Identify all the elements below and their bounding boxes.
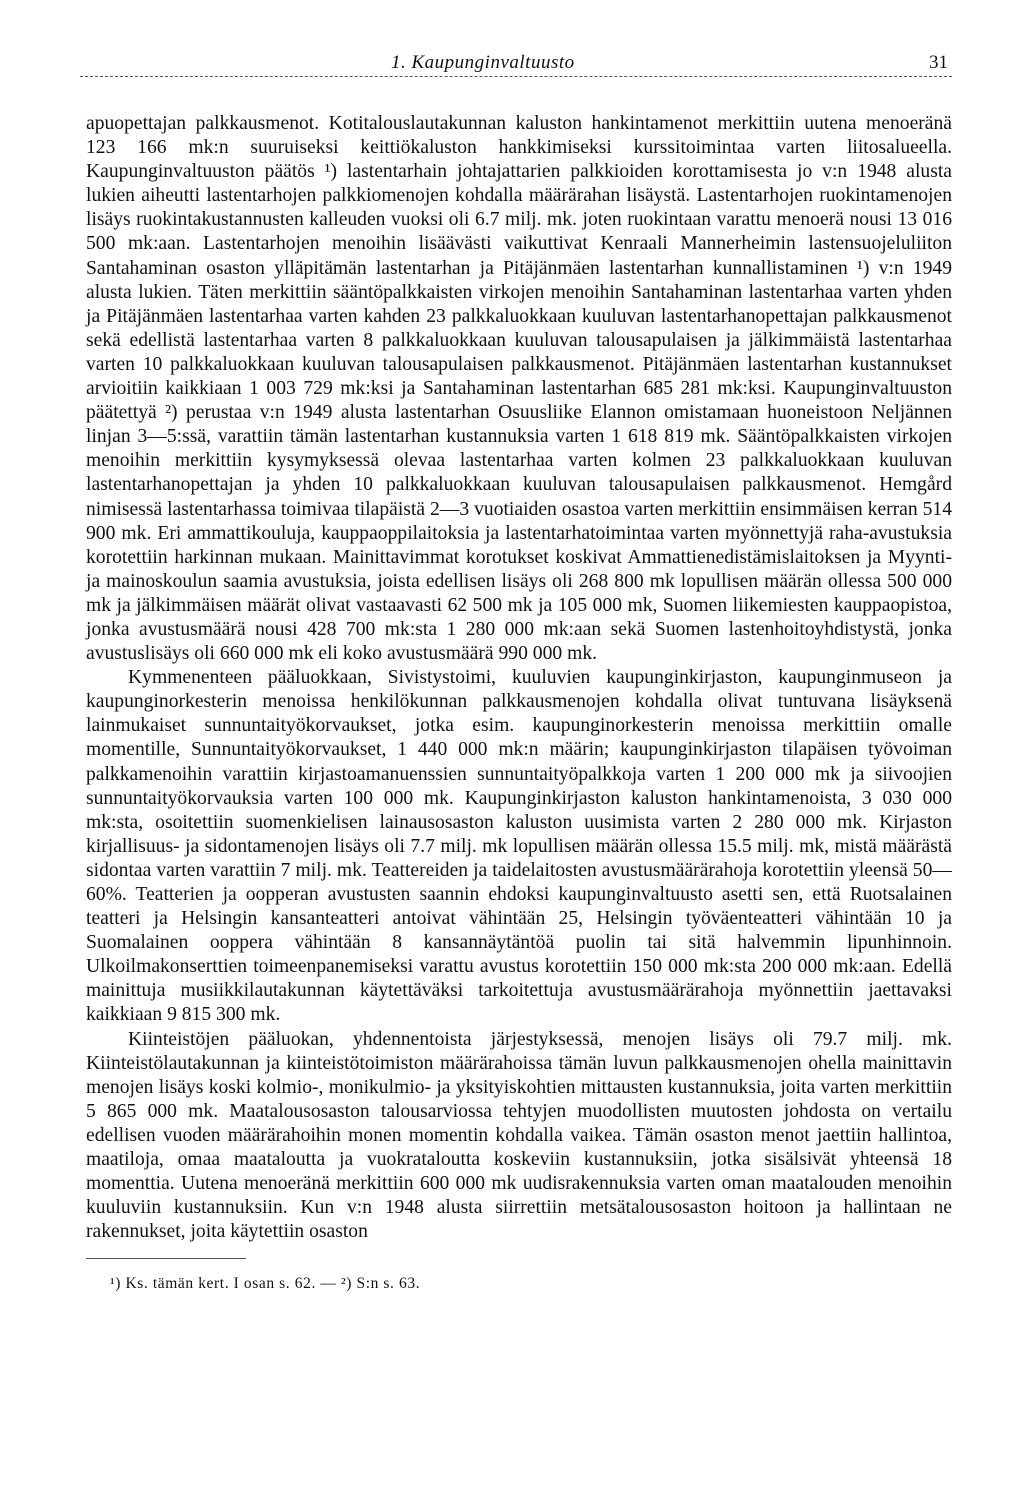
paragraph-2: Kymmenenteen pääluokkaan, Sivistystoimi, kuuluvien kaupunginkirjaston, kaupunginmuseon ja kaupunginorkesterin menoissa henkilökunnan palkkausmenojen kohdalla olivat tuntuvana lisäyksenä lainmukaiset sunnuntaityökorvaukset, jotka esim. kaupunginorkesterin menoissa merkittiin omalle momentille, Sunnuntaityökorvaukset, 1 440 000 mk:n määrin; kaupunginkirjaston tilapäisen työvoiman palkkamenoihin varattiin kirjastoamanuenssien sunnuntaityöpalkkoja varten 1 200 000 mk ja siivoojien sunnuntaityökorvauksia varten 100 000 mk. Kaupunginkirjaston kaluston hankintamenoista, 3 030 000 mk:sta, osoitettiin suomenkielisen lainausosaston kaluston uusimista varten 2 280 000 mk. Kirjaston kirjallisuus- ja sidontamenojen lisäys oli 7.7 milj. mk lopullisen määrän ollessa 15.5 milj. mk, mistä määrästä sidontaa varten varattiin 7 milj. mk. Teattereiden ja taidelaitosten avustusmäärärahoja korotettiin yleensä 50—60%. Teatterien ja oopperan avustusten saannin ehdoksi kaupunginvaltuusto asetti sen, että Ruotsalainen teatteri ja Helsingin kansanteatteri antoivat vähintään 25, Helsingin työväenteatteri vähintään 10 ja Suomalainen ooppera vähintään 8 kansannäytäntöä puolin tai sitä halvemmin lipunhinnoin. Ulkoilmakonserttien toimeenpanemiseksi varattu avustus korotettiin 150 000 mk:sta 200 000 mk:aan. Edellä mainittuja musiikkilautakunnan käytettäväksi tarkoitettuja avustusmäärärahoja myönnettiin jaettavaksi kaikkiaan 9 815 300 mk. (86, 667, 952, 1026)
running-header (86, 46, 952, 80)
body-text (86, 112, 952, 1244)
document-page (86, 46, 952, 1293)
header-rule (80, 76, 952, 77)
paragraph-3: Kiinteistöjen pääluokan, yhdennentoista järjestyksessä, menojen lisäys oli 79.7 milj. mk. Kiinteistölautakunnan ja kiinteistötoimiston määrärahoissa tämän luvun palkkausmenojen ohella mainittavin menojen lisäys koski kolmio-, monikulmio- ja yksityiskohtien mittausten kustannuksia, joita varten merkittiin 5 865 000 mk. Maatalousosaston talousarviossa tehtyjen muodollisten muutosten johdosta on vertailu edellisen vuoden määrärahoihin monen momentin kohdalla vaikea. Tämän osaston menot jaettiin hallintoa, maatiloja, omaa maataloutta ja vuokrataloutta koskeviin kustannuksiin, jotka sisälsivät yhteensä 18 momenttia. Uutena menoeränä merkittiin 600 000 mk uudisrakennuksia varten oman maatalouden menoihin kuuluviin kustannuksiin. Kun v:n 1948 alusta siirrettiin metsätalousosaston hoitoon ja hallintaan ne rakennukset, joita käytettiin osaston (86, 1028, 952, 1243)
footnotes: ¹) Ks. tämän kert. I osan s. 62. — ²) S:n s. 63. (110, 1275, 421, 1293)
footnote-rule (86, 1258, 246, 1259)
page-number: 31 (929, 52, 948, 73)
running-title: 1. Kaupunginvaltuusto (391, 52, 575, 73)
paragraph-1: apuopettajan palkkausmenot. Kotitalouslautakunnan kaluston hankintamenot merkittiin uutena menoeränä 123 166 mk:n suuruiseksi keittiökaluston hankkimiseksi kurssitoimintaa varten liitosalueella. Kaupunginvaltuuston päätös ¹) lastentarhain johtajattarien palkkioiden korottamisesta jo v:n 1948 alusta lukien aiheutti lastentarhojen palkkiomenojen kohdalla määrärahan lisäystä. Lastentarhojen ruokintamenojen lisäys ruokintakustannusten kalleuden vuoksi oli 6.7 milj. mk. joten ruokintaan varattu menoerä nousi 13 016 500 mk:aan. Lastentarhojen menoihin lisäävästi vaikuttivat Kenraali Mannerheimin lastensuojeluliiton Santahaminan osaston ylläpitämän lastentarhan ja Pitäjänmäen lastentarhan kunnallistaminen ¹) v:n 1949 alusta lukien. Täten merkittiin sääntöpalkkaisten virkojen menoihin Santahaminan lastentarhaa varten yhden ja Pitäjänmäen lastentarhaa varten kahden 23 palkkaluokkaan kuuluvan lastentarhanopettajan palkkausmenot sekä edellistä lastentarhaa varten 8 palkkaluokkaan kuuluvan talousapulaisen ja jälkimmäistä lastentarhaa varten 10 palkkaluokkaan kuuluvan talousapulaisen palkkausmenot. Pitäjänmäen lastentarhan kustannukset arvioitiin kaikkiaan 1 003 729 mk:ksi ja Santahaminan lastentarhan 685 281 mk:ksi. Kaupunginvaltuuston päätettyä ²) perustaa v:n 1949 alusta lastentarhan Osuusliike Elannon omistamaan huoneistoon Neljännen linjan 3—5:ssä, varattiin tämän lastentarhan kustannuksia varten 1 618 819 mk. Sääntöpalkkaisten virkojen menoihin merkittiin kysymyksessä olevaa lastentarhaa varten kolmen 23 palkkaluokkaan kuuluvan lastentarhanopettajan ja yhden 10 palkkaluokkaan kuuluvan talousapulaisen palkkausmenot. Hemgård nimisessä lastentarhassa toimivaa tilapäistä 2—3 vuotiaiden osastoa varten merkittiin ensimmäisen kerran 514 900 mk. Eri ammattikouluja, kauppaoppilaitoksia ja lastentarhatoimintaa varten myönnettyjä raha-avustuksia korotettiin harkinnan mukaan. Mainittavimmat korotukset koskivat Ammattienedistämislaitoksen ja Myynti- ja mainoskoulun saamia avustuksia, joista edellisen lisäys oli 268 800 mk lopullisen määrän ollessa 500 000 mk ja jälkimmäisen määrät olivat vastaavasti 62 500 mk ja 105 000 mk, Suomen liikemiesten kauppaopistoa, jonka avustusmäärä nousi 428 700 mk:sta 1 280 000 mk:aan sekä Suomen lastenhoitoyhdistystä, jonka avustuslisäys oli 660 000 mk eli koko avustusmäärä 990 000 mk. (86, 113, 952, 665)
